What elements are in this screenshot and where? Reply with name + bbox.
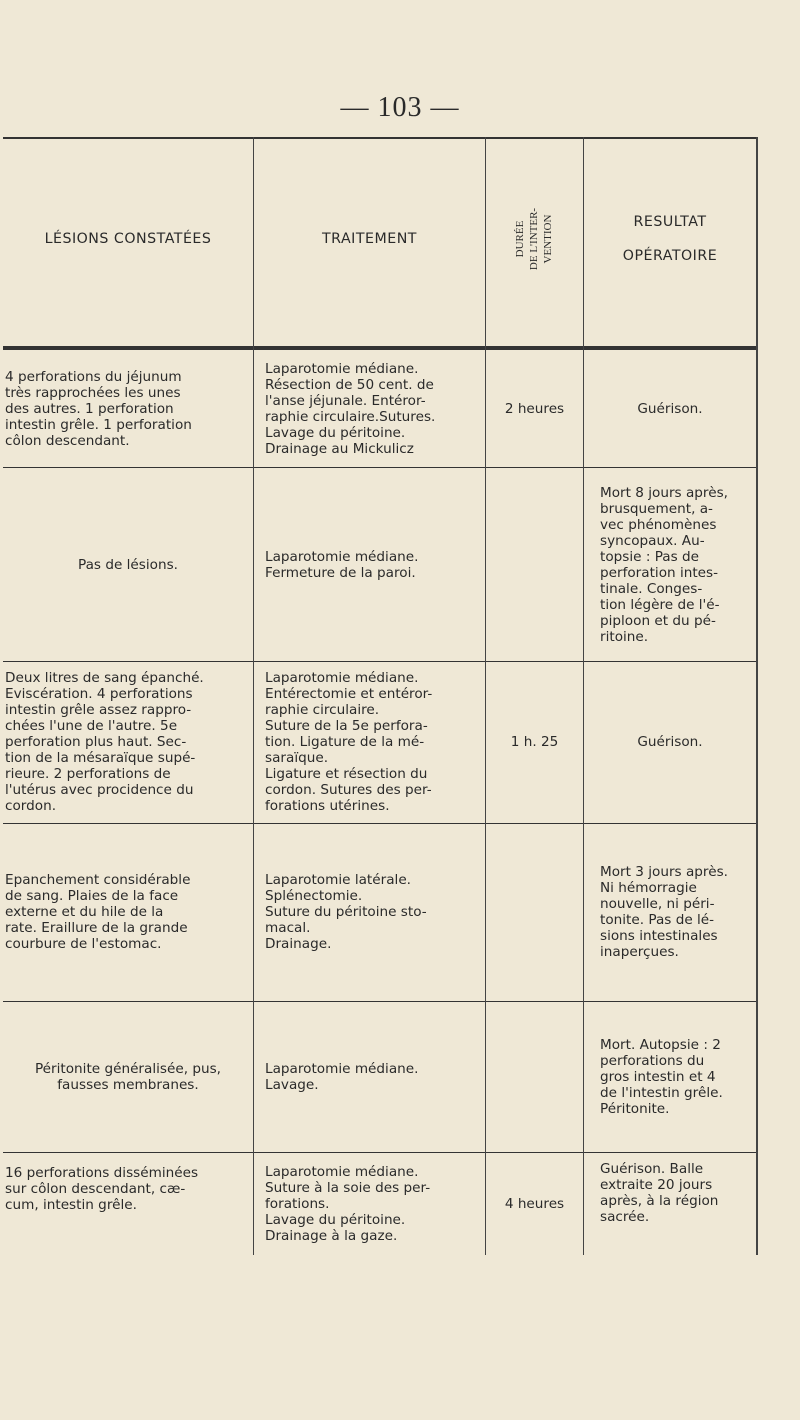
header-lesions	[3, 141, 253, 337]
text-line: l'anse jéjunale. Entéror-	[265, 393, 426, 409]
text-line: Suture de la 5e perfora-	[265, 718, 428, 734]
text-line: Drainage.	[265, 936, 332, 952]
header-duree-label	[513, 208, 555, 270]
text-line: Drainage au Mickulicz	[265, 441, 414, 457]
text-line: cordon.	[5, 798, 57, 814]
text-line: extraite 20 jours	[600, 1177, 713, 1193]
text-line: Laparotomie médiane.	[265, 1060, 419, 1077]
text-line: Ni hémorragie	[600, 880, 697, 896]
header-duree-line1: DURÉE	[514, 220, 527, 258]
page-number: — 103 —	[340, 92, 460, 123]
text-line: Ligature et résection du	[265, 766, 428, 782]
text-line: Guérison.	[637, 401, 703, 417]
text-line: l'utérus avec procidence du	[5, 782, 194, 798]
header-resultat-line1: RESULTAT	[633, 214, 707, 230]
row4-traitement	[265, 827, 483, 997]
text-line: tonite. Pas de lé-	[600, 912, 715, 928]
text-line: Lavage du péritoine.	[265, 1212, 406, 1228]
text-line: raphie circulaire.Sutures.	[265, 409, 436, 425]
header-duree-line2: DE L'INTER-	[528, 207, 541, 271]
text-line: Eviscération. 4 perforations	[5, 686, 193, 702]
text-line: Péritonite généralisée, pus,	[34, 1060, 222, 1077]
text-line: inaperçues.	[600, 944, 679, 960]
row4-resultat	[600, 827, 756, 997]
text-line: Guérison. Balle	[600, 1161, 704, 1177]
text-line: Péritonite.	[600, 1100, 670, 1117]
text-line: de l'intestin grêle.	[600, 1084, 723, 1101]
row4-lesions	[5, 827, 251, 997]
text-line: tion de la mésaraïque supé-	[5, 750, 196, 766]
text-line: Epanchement considérable	[5, 872, 191, 888]
text-line: Laparotomie latérale.	[265, 872, 411, 888]
text-line: syncopaux. Au-	[600, 533, 705, 549]
text-line: gros intestin et 4	[600, 1068, 716, 1085]
text-line: Suture à la soie des per-	[265, 1180, 431, 1196]
text-line: ritoine.	[600, 629, 649, 645]
row6-resultat	[600, 1157, 756, 1255]
text-line: après, à la région	[600, 1193, 719, 1209]
row1-traitement	[265, 355, 483, 463]
text-line: perforations du	[600, 1052, 705, 1069]
row4-duree	[486, 827, 583, 997]
text-line: Laparotomie médiane.	[265, 361, 419, 377]
header-duree-line3: VENTION	[542, 214, 555, 264]
text-line: Laparotomie médiane.	[265, 549, 419, 565]
text-line: sur côlon descendant, cæ-	[5, 1181, 186, 1197]
text-line: rate. Eraillure de la grande	[5, 920, 188, 936]
row6-traitement	[265, 1157, 483, 1251]
text-line: tion. Ligature de la mé-	[265, 734, 425, 750]
text-line: macal.	[265, 920, 311, 936]
row6-duree	[486, 1157, 583, 1251]
row-divider	[3, 823, 758, 824]
row2-traitement	[265, 472, 483, 658]
text-line: fausses membranes.	[57, 1076, 199, 1093]
text-line: chées l'une de l'autre. 5e	[5, 718, 178, 734]
row3-duree	[486, 665, 583, 819]
text-line: des autres. 1 perforation	[5, 401, 174, 417]
text-line: topsie : Pas de	[600, 549, 700, 565]
text-line: Mort 8 jours après,	[600, 485, 728, 501]
text-line: Lavage.	[265, 1076, 319, 1093]
table-top-rule	[3, 137, 758, 139]
header-lesions-label: LÉSIONS CONSTATÉES	[44, 231, 212, 247]
header-resultat-line2: OPÉRATOIRE	[622, 248, 718, 264]
duration-value: 4 heures	[504, 1196, 565, 1212]
text-line: de sang. Plaies de la face	[5, 888, 179, 904]
text-line: piploon et du pé-	[600, 613, 716, 629]
text-line: 4 perforations du jéjunum	[5, 369, 182, 385]
row1-lesions	[5, 355, 251, 463]
text-line: saraïque.	[265, 750, 329, 766]
text-line: cordon. Sutures des per-	[265, 782, 432, 798]
row-divider	[3, 661, 758, 662]
row2-duree	[486, 472, 583, 658]
text-line: sacrée.	[600, 1209, 650, 1225]
row-divider	[3, 1152, 758, 1153]
text-line: sions intestinales	[600, 928, 718, 944]
text-line: nouvelle, ni péri-	[600, 896, 715, 912]
text-line: Résection de 50 cent. de	[265, 377, 434, 393]
text-line: intestin grêle. 1 perforation	[5, 417, 192, 433]
table-right-border	[756, 137, 758, 1255]
text-line: tion légère de l'é-	[600, 597, 720, 613]
text-line: Lavage du péritoine.	[265, 425, 406, 441]
text-line: 16 perforations disséminées	[5, 1165, 199, 1181]
row-divider	[3, 1001, 758, 1002]
text-line: perforation plus haut. Sec-	[5, 734, 187, 750]
row5-duree	[486, 1005, 583, 1148]
text-line: forations.	[265, 1196, 330, 1212]
row3-lesions	[5, 665, 251, 819]
text-line: Laparotomie médiane.	[265, 670, 419, 686]
row5-traitement	[265, 1005, 483, 1148]
row5-lesions	[3, 1005, 253, 1148]
header-traitement-label: TRAITEMENT	[322, 231, 417, 247]
header-bottom-rule	[3, 346, 758, 350]
row6-lesions	[5, 1159, 251, 1257]
text-line: perforation intes-	[600, 565, 719, 581]
text-line: Deux litres de sang épanché.	[5, 670, 204, 686]
text-line: brusquement, a-	[600, 501, 713, 517]
row1-resultat	[584, 355, 756, 463]
results-table	[3, 137, 758, 1255]
text-line: Mort. Autopsie : 2	[600, 1036, 721, 1053]
text-line: tinale. Conges-	[600, 581, 703, 597]
header-resultat	[584, 141, 756, 337]
text-line: intestin grêle assez rappro-	[5, 702, 192, 718]
row1-duree	[486, 355, 583, 463]
row3-resultat	[584, 665, 756, 819]
text-line: raphie circulaire.	[265, 702, 380, 718]
text-line: très rapprochées les unes	[5, 385, 181, 401]
row2-resultat	[600, 472, 756, 658]
text-line: Drainage à la gaze.	[265, 1228, 398, 1244]
row3-traitement	[265, 665, 483, 819]
row5-resultat	[600, 1005, 756, 1148]
text-line: externe et du hile de la	[5, 904, 164, 920]
text-line: forations utérines.	[265, 798, 390, 814]
text-line: cum, intestin grêle.	[5, 1197, 137, 1213]
text-line: côlon descendant.	[5, 433, 130, 449]
text-line: Mort 3 jours après.	[600, 864, 728, 880]
text-line: courbure de l'estomac.	[5, 936, 162, 952]
header-duree	[486, 141, 583, 337]
row2-lesions	[3, 472, 253, 658]
text-line: vec phénomènes	[600, 517, 717, 533]
row-divider	[3, 467, 758, 468]
text-line: Splénectomie.	[265, 888, 363, 904]
header-traitement	[254, 141, 485, 337]
text-line: rieure. 2 perforations de	[5, 766, 171, 782]
text-line: Fermeture de la paroi.	[265, 565, 416, 581]
text-line: Suture du péritoine sto-	[265, 904, 427, 920]
text-line: Entérectomie et entéror-	[265, 686, 433, 702]
duration-value: 1 h. 25	[510, 734, 559, 750]
text-line: Laparotomie médiane.	[265, 1164, 419, 1180]
text-line: Pas de lésions.	[78, 557, 178, 573]
text-line: Guérison.	[637, 734, 703, 750]
duration-value: 2 heures	[504, 401, 565, 417]
